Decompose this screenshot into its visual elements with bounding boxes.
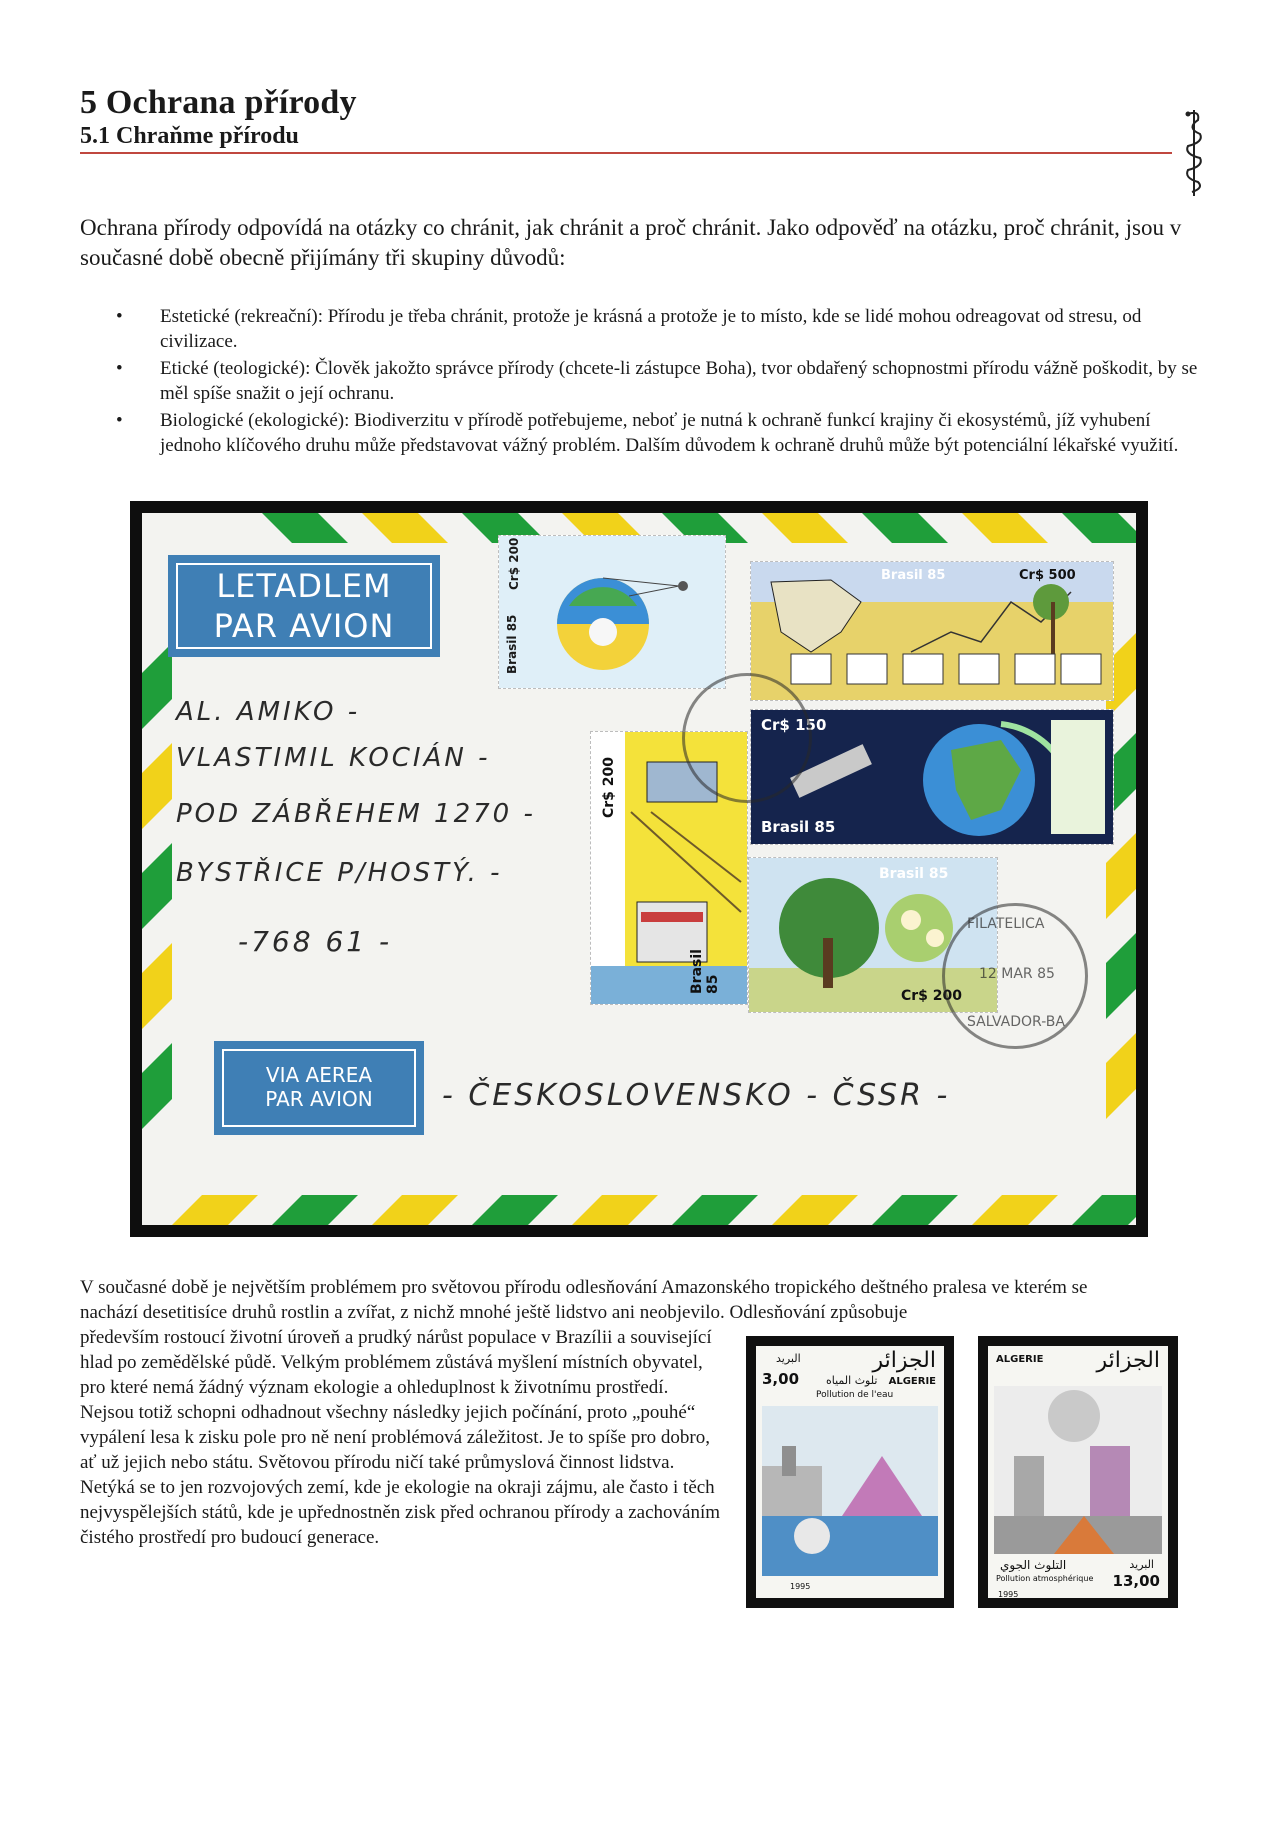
address-line: VLASTIMIL KOCIÁN -	[176, 743, 491, 773]
bullet: •	[116, 410, 123, 431]
list-item	[110, 408, 1210, 458]
reasons-list	[110, 304, 1210, 460]
stamp-year: 1995	[790, 1582, 811, 1591]
stamp-year: 1995	[998, 1590, 1019, 1599]
algeria-stamp-air	[978, 1336, 1178, 1608]
reason-text: Biologické (ekologické): Biodiverzitu v přírodě potřebujeme, neboť je nutná k ochraně funkcí krajiny či ekosystémů, jíž vyhubení jednoho klíčového druhu může představovat vážný problém. Dalším důvodem k ochraně druhů může být potenciální lékařské využití.	[160, 410, 1179, 456]
border-stripe	[142, 943, 172, 1029]
algeria-stamp-water	[746, 1336, 954, 1608]
stamp-arabic-title: التلوث الجوي	[1000, 1558, 1067, 1572]
border-stripe	[862, 513, 948, 543]
border-stripe	[762, 513, 848, 543]
border-stripe	[142, 843, 172, 929]
border-stripe	[262, 513, 348, 543]
airmail-label-line1: LETADLEM	[216, 567, 392, 605]
paragraph-wide: V současné době je největším problémem pro světovou přírodu odlesňování Amazonského tropického deštného pralesa ve kterém se nachází desetitisíce druhů rostlin a zvířat, z nichž mnohé ještě lidstvo ani neobjevilo. Odlesňování způsobuje	[80, 1277, 1088, 1323]
border-stripe	[1106, 1033, 1136, 1119]
address-line: BYSTŘICE P/HOSTÝ. -	[176, 858, 503, 888]
border-stripe	[142, 743, 172, 829]
border-stripe	[572, 1195, 658, 1225]
address-postcode: -768 61 -	[238, 925, 393, 958]
stamp-value: 3,00	[762, 1370, 800, 1388]
intro-paragraph: Ochrana přírody odpovídá na otázky co chránit, jak chránit a proč chránit. Jako odpověď na otázku, proč chránit, jsou v současné době obecně přijímány tři skupiny důvodů:	[80, 215, 1182, 270]
list-item	[110, 356, 1210, 406]
reason-text: Etické (teologické): Člověk jakožto správce přírody (chcete-li zástupce Boha), tvor obdařený schopnostmi přírodu vážně poškodit, by se měl spíše snažit o její ochranu.	[160, 358, 1198, 404]
border-stripe	[372, 1195, 458, 1225]
section-title: 5.1 Chraňme přírodu	[80, 123, 299, 149]
postmark-word: FILATELICA	[967, 916, 1045, 932]
stamp-value: 13,00	[1112, 1572, 1160, 1590]
stamp-parachute	[498, 535, 726, 689]
airmail-label-line1: VIA AEREA	[265, 1063, 373, 1087]
stamp-arabic-title: تلوث المياه	[826, 1374, 878, 1387]
airmail-label-bottom	[214, 1041, 424, 1135]
stamp-value: Cr$ 200	[507, 537, 521, 590]
airmail-label-line2: PAR AVION	[213, 607, 395, 645]
stamp-country: ALGERIE	[888, 1376, 936, 1387]
address-line: AL. AMIKO -	[176, 697, 361, 727]
stamp-arabic-country: الجزائر	[872, 1348, 936, 1373]
stamp-country: Brasil 85	[761, 818, 836, 836]
stamp-title: Pollution de l'eau	[816, 1390, 894, 1400]
stamp-country: Brasil 85	[881, 568, 946, 583]
stamp-value: Cr$ 200	[901, 988, 963, 1004]
border-stripe	[1062, 513, 1136, 543]
stamp-arabic-country: الجزائر	[1096, 1348, 1160, 1373]
title-rule	[80, 152, 1172, 154]
aesculapian-staff-icon	[1174, 104, 1214, 200]
bullet: •	[116, 306, 123, 327]
airmail-label-line2: PAR AVION	[265, 1087, 373, 1111]
stamp-country: ALGERIE	[996, 1354, 1044, 1365]
postmark-date: 12 MAR 85	[979, 966, 1055, 982]
border-stripe	[1106, 833, 1136, 919]
reason-text: Estetické (rekreační): Přírodu je třeba chránit, protože je krásná a protože je to místo, kde se lidé mohou odreagovat od stresu, od civilizace.	[160, 306, 1142, 352]
airmail-envelope	[142, 513, 1136, 1225]
border-stripe	[172, 1195, 258, 1225]
address-country: - ČESKOSLOVENSKO - ČSSR -	[442, 1078, 951, 1113]
border-stripe	[1106, 933, 1136, 1019]
stamp-arabic-post: البريد	[1129, 1558, 1154, 1571]
stamp-value: Cr$ 150	[761, 716, 827, 734]
stamp-country: Brasil 85	[689, 949, 721, 994]
border-stripe	[772, 1195, 858, 1225]
border-stripe	[272, 1195, 358, 1225]
paragraph-narrow: především rostoucí životní úroveň a prudký nárůst populace v Brazílii a související hlad po zemědělské půdě. Velkým problémem zůstává myšlení místních obyvatel, pro které nemá žádný význam ekologie a ohleduplnost k životnímu prostředí. Nejsou totiž schopni odhadnout všechny následky jejich počínání, proto „pouhé“ vypálení lesa k zisku pole pro ně není problémová záležitost. Je to spíše pro dobro, ať už jejich nebo státu. Světovou přírodu ničí také průmyslová činnost lidstva. Netýká se to jen rozvojových zemí, kde je ekologie na okraji zájmu, ale často i těch nejvyspělejších států, kde je upřednostněn zisk před ochranou přírody a zachováním čistého prostředí pro budoucí generace.	[80, 1327, 720, 1548]
chapter-title: 5 Ochrana přírody	[80, 84, 357, 121]
border-stripe	[1072, 1195, 1136, 1225]
border-stripe	[972, 1195, 1058, 1225]
stamp-country: Brasil 85	[505, 614, 519, 674]
border-stripe	[872, 1195, 958, 1225]
postmark-left	[682, 673, 812, 803]
airmail-label-top	[168, 555, 440, 657]
stamp-title: Pollution atmosphérique	[996, 1574, 1094, 1583]
stamp-value: Cr$ 500	[1019, 568, 1076, 583]
stamp-arabic-post: البريد	[776, 1352, 801, 1365]
address-line: POD ZÁBŘEHEM 1270 -	[176, 799, 536, 829]
bullet: •	[116, 358, 123, 379]
list-item	[110, 304, 1210, 354]
postmark-right	[942, 903, 1088, 1049]
border-stripe	[672, 1195, 758, 1225]
postmark-city: SALVADOR-BA	[967, 1014, 1065, 1030]
stamp-climate	[750, 561, 1114, 701]
border-stripe	[472, 1195, 558, 1225]
stamp-value: Cr$ 200	[601, 756, 617, 818]
border-stripe	[142, 1043, 172, 1129]
stamp-country: Brasil 85	[879, 866, 949, 882]
border-stripe	[362, 513, 448, 543]
border-stripe	[962, 513, 1048, 543]
